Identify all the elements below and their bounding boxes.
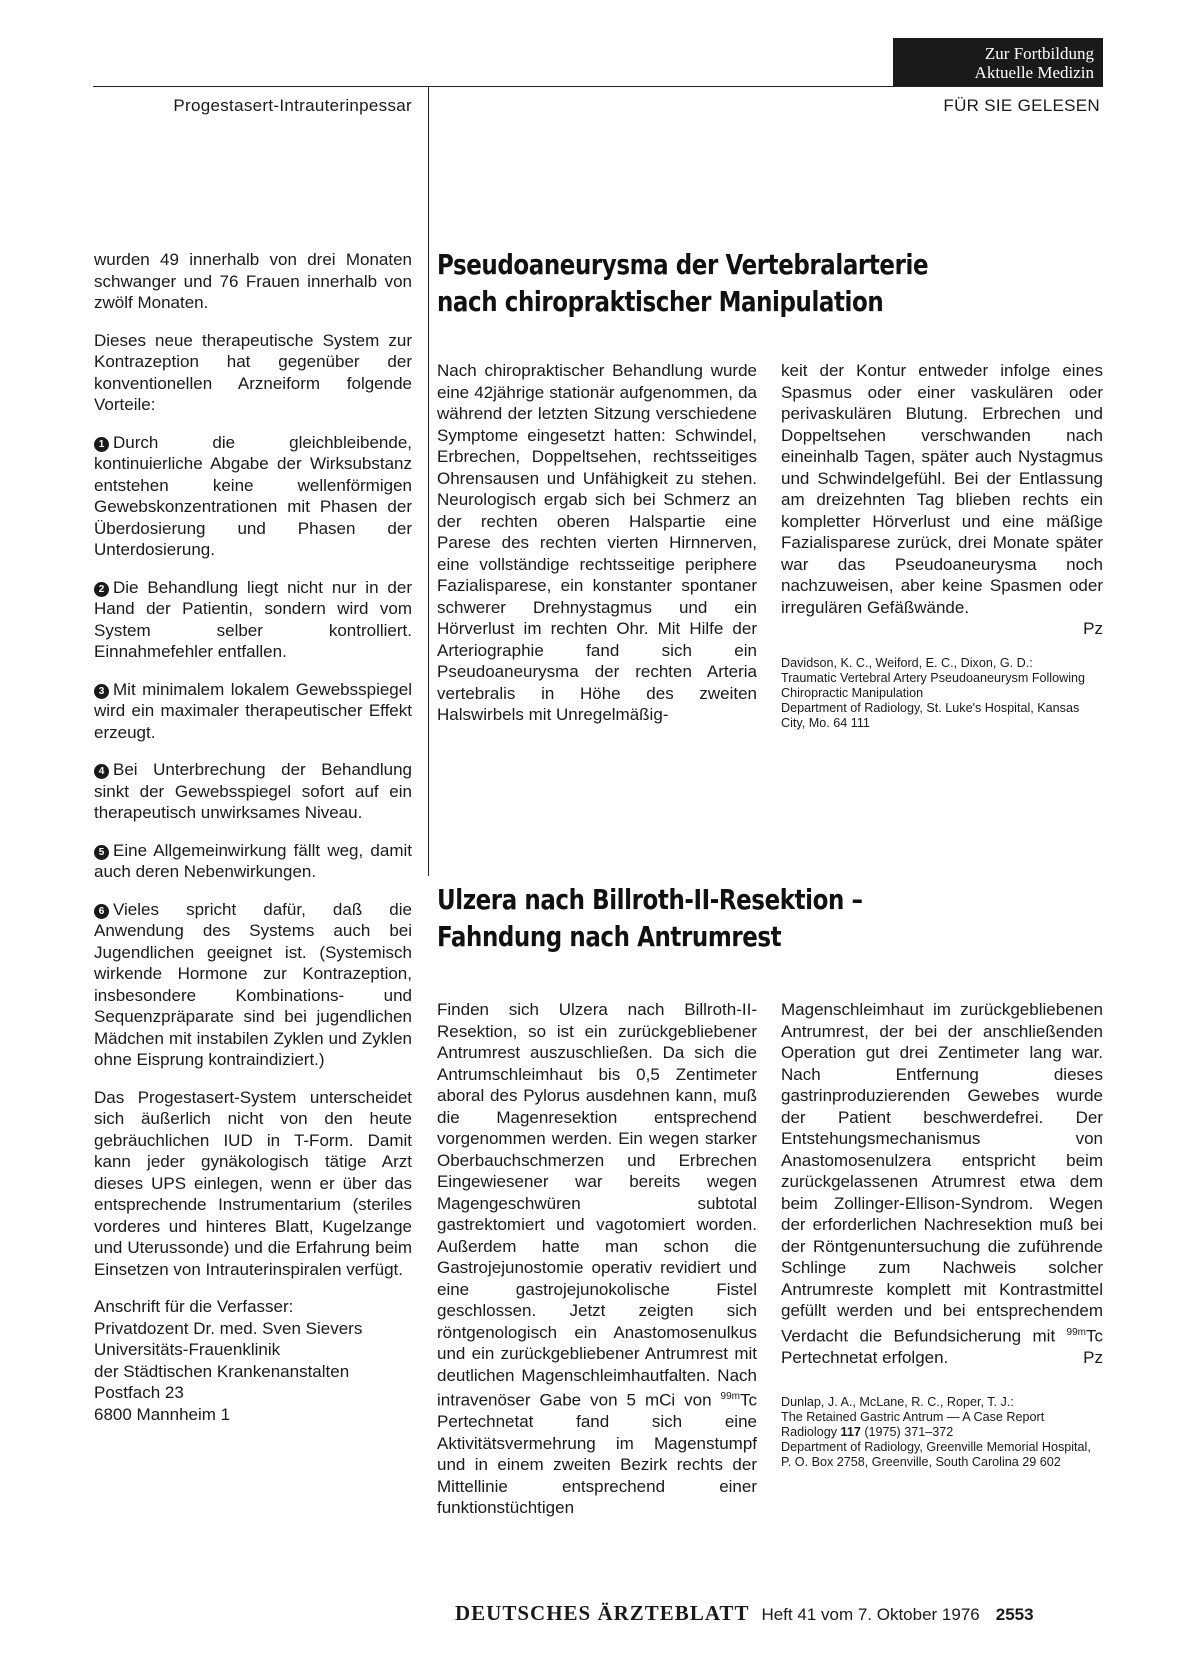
number-bullet-icon: 5 bbox=[94, 845, 109, 860]
paragraph: wurden 49 innerhalb von drei Monaten schwanger und 76 Frauen innerhalb von zwölf Monaten. bbox=[94, 250, 412, 312]
issue-info: Heft 41 vom 7. Oktober 1976 bbox=[761, 1605, 980, 1624]
number-bullet-icon: 6 bbox=[94, 904, 109, 919]
number-bullet-icon: 2 bbox=[94, 582, 109, 597]
running-head-left: Progestasert-Intrauterinpessar bbox=[173, 96, 412, 115]
left-column bbox=[94, 249, 412, 1425]
article1-column-1 bbox=[437, 360, 757, 742]
article-title-2: Ulzera nach Billroth-II-Resektion – Fahndung nach Antrumrest bbox=[437, 883, 863, 953]
article-title-1: Pseudoaneurysma der Vertebralarterie nach chiropraktischer Manipulation bbox=[437, 248, 929, 318]
reference: Dunlap, J. A., McLane, R. C., Roper, T. J.: The Retained Gastric Antrum — A Case Report Radiology 117 (1975) 371–372 Department of Radiology, Greenville Memorial Hospital, P. O. Box 2758, Greenville, South Carolina 29 602 bbox=[781, 1394, 1091, 1470]
list-item: 2 Die Behandlung liegt nicht nur in der Hand der Patientin, sondern wird vom System selber kontrolliert. Einnahmefehler entfallen. bbox=[94, 577, 412, 661]
page-footer bbox=[455, 1601, 1103, 1625]
number-bullet-icon: 4 bbox=[94, 764, 109, 779]
paragraph: Das Progestasert-System unterscheidet sich äußerlich nicht von den heute gebräuchlichen IUD in T-Form. Damit kann jeder gynäkologisch tätige Arzt dieses UPS einlegen, wenn er über das entsprechende Instrumentarium (steriles vorderes und hinteres Blatt, Kugelzange und Uterussonde) und die Erfahrung beim Einsetzen von Intrauterinspiralen verfügt. bbox=[94, 1087, 412, 1279]
paragraph: keit der Kontur entweder infolge eines Spasmus oder einer vaskulären oder perivaskulären Blutung. Erbrechen und Doppeltsehen verschwanden nach eineinhalb Tagen, später auch Nystagmus und Schwindelgefühl. Bei der Entlassung am dreizehnten Tag blieben rechts ein kompletter Hörverlust und eine mäßige Fazialisparese zurück, drei Monate später war das Pseudoaneurysma noch nachzuweisen, aber keine Spasmen oder irregulären Gefäßwände. bbox=[781, 361, 1103, 617]
page-number: 2553 bbox=[995, 1605, 1034, 1624]
paragraph: Nach chiropraktischer Behandlung wurde eine 42jährige stationär aufgenommen, da während der letzten Sitzung verschiedene Symptome eingesetzt hatten: Schwindel, Erbrechen, Doppeltsehen, rechtsseitiges Ohrensausen und Unfähigkeit zu stehen. Neurologisch ergab sich bei Schmerz an der rechten oberen Halspartie eine Parese des rechten vierten Hirnnerven, eine vollständige rechtsseitige periphere Fazialisparese, ein konstanter spontaner schwerer Drehnystagmus und ein Hörverlust im rechten Ohr. Mit Hilfe der Arteriographie fand sich ein Pseudoaneurysma der rechten Arteria vertebralis in Höhe des zweiten Halswirbels mit Unregelmäßig- bbox=[437, 361, 757, 724]
article1-column-2 bbox=[781, 360, 1103, 732]
paragraph: Magenschleimhaut im zurückgebliebenen Antrumrest, der bei der anschließenden Operation gut drei Zentimeter lang war. Nach Entfernung dieses gastrinproduzierenden Gewebes wurde der Patient beschwerdefrei. Der Entstehungsmechanismus von Anastomosenulzera entspricht beim zurückgelassenen Atrumrest etwa dem beim Zollinger-Ellison-Syndrom. Wegen der erforderlichen Nachresektion muß bei der Röntgenuntersuchung die zuführende Schlinge zum Nachweis solcher Antrumreste komplett mit Kontrastmittel gefüllt werden und bei entsprechendem Verdacht die Befundsicherung mit $^{99m}$Tc Pertechnetat erfolgen. bbox=[781, 1000, 1103, 1367]
author-address: Anschrift für die Verfasser: Privatdozent Dr. med. Sven Sievers Universitäts-Frauenklinik der Städtischen Krankenanstalten Postfach 23 6800 Mannheim 1 bbox=[94, 1297, 363, 1424]
signature: Pz bbox=[1083, 1348, 1103, 1368]
badge-line-2: Aktuelle Medizin bbox=[974, 63, 1094, 82]
signature: Pz bbox=[1083, 619, 1103, 638]
running-head-right: FÜR SIE GELESEN bbox=[943, 96, 1100, 115]
article2-column-1 bbox=[437, 999, 757, 1535]
badge-line-1: Zur Fortbildung bbox=[984, 44, 1094, 63]
number-bullet-icon: 1 bbox=[94, 437, 109, 452]
column-rule bbox=[428, 86, 429, 876]
list-item: 1 Durch die gleichbleibende, kontinuierliche Abgabe der Wirksubstanz entstehen keine wellenförmigen Gewebskonzentrationen mit Phasen der Überdosierung und Phasen der Unterdosierung. bbox=[94, 432, 412, 559]
list-item: 6 Vieles spricht dafür, daß die Anwendung des Systems auch bei Jugendlichen geeignet ist. (Systemisch wirkende Hormone zur Kontrazeption, insbesondere Kombinations- und Sequenzpräparate sind bei jugendlichen Mädchen mit instabilen Zyklen und Zyklen ohne Eisprung kontraindiziert.) bbox=[94, 899, 412, 1069]
list-item: 4 Bei Unterbrechung der Behandlung sinkt der Gewebsspiegel sofort auf ein therapeutisch unwirksames Niveau. bbox=[94, 760, 412, 822]
section-badge bbox=[893, 38, 1103, 86]
number-bullet-icon: 3 bbox=[94, 684, 109, 699]
list-item: 5 Eine Allgemeinwirkung fällt weg, damit auch deren Nebenwirkungen. bbox=[94, 840, 412, 881]
journal-name: DEUTSCHES ÄRZTEBLATT bbox=[455, 1601, 750, 1625]
article2-column-2 bbox=[781, 999, 1103, 1471]
list-item: 3 Mit minimalem lokalem Gewebsspiegel wird ein maximaler therapeutischer Effekt erzeugt. bbox=[94, 679, 412, 742]
paragraph: Finden sich Ulzera nach Billroth-II-Resektion, so ist ein zurückgebliebener Antrumrest auszuschließen. Da sich die Antrumschleimhaut bis 0,5 Zentimeter aboral des Pylorus ausdehnen kann, muß die Magenresektion entsprechend vorgenommen werden. Ein wegen starker Oberbauchschmerzen und Erbrechen Eingewiesener war bereits wegen Magengeschwüren subtotal gastrektomiert und vagotomiert worden. Außerdem hatte man schon die Gastrojejunostomie operativ revidiert und eine gastrojejunokolische Fistel geschlossen. Jetzt zeigten sich röntgenologisch ein Anastomosenulkus und ein zurückgebliebener Antrumrest mit deutlichen Magenschleimhautfalten. Nach intravenöser Gabe von 5 mCi von $^{99m}$Tc Pertechnetat fand sich eine Aktivitätsvermehrung im Magenstumpf und in einem zweiten Bezirk rechts der Mittellinie entsprechend einer funktionstüchtigen bbox=[437, 1000, 757, 1518]
paragraph: Dieses neue therapeutische System zur Kontrazeption hat gegenüber der konventionellen Arzneiform folgende Vorteile: bbox=[94, 330, 412, 414]
reference: Davidson, K. C., Weiford, E. C., Dixon, G. D.: Traumatic Vertebral Artery Pseudoaneurysm Following Chiropractic Manipulation Department of Radiology, St. Luke's Hospital, Kansas City, Mo. 64 111 bbox=[781, 655, 1086, 731]
header-rule bbox=[93, 86, 1103, 87]
